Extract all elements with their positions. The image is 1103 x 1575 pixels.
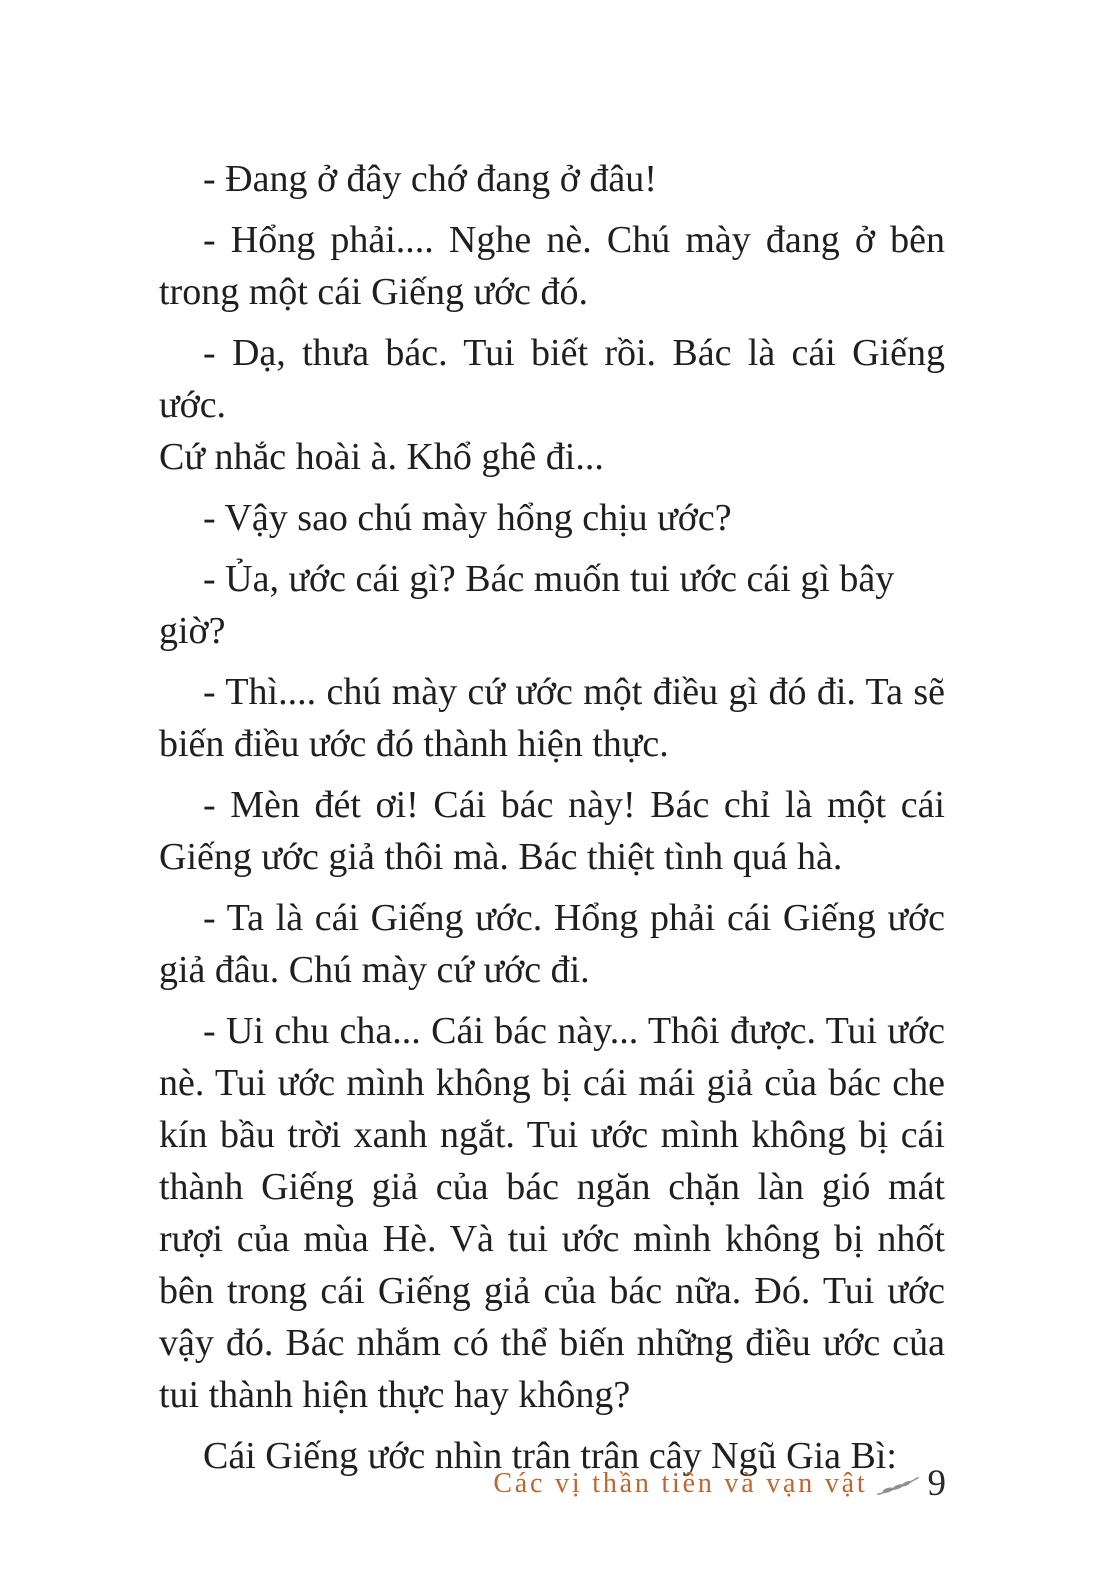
text-line: - Thì.... chú mày cứ ước một điều gì đó đi. Ta sẽ [203, 671, 945, 713]
text-line: - Dạ, thưa bác. Tui biết rồi. Bác là cái Giếng ước. [159, 332, 945, 426]
text-line: kín bầu trời xanh ngắt. Tui ước mình không bị cái [159, 1114, 945, 1156]
text-line: tui thành hiện thực hay không? [159, 1374, 631, 1416]
page-number: 9 [927, 1463, 946, 1504]
running-footer-book-title: Các vị thần tiên và vạn vật [493, 1468, 868, 1499]
paragraph [159, 492, 945, 544]
story-text [159, 153, 945, 1482]
text-line: - Ta là cái Giếng ước. Hổng phải cái Giếng ước [203, 897, 945, 939]
paragraph [159, 892, 945, 996]
text-line: - Vậy sao chú mày hổng chịu ước? [203, 497, 732, 539]
paragraph [159, 666, 945, 770]
text-line: nè. Tui ước mình không bị cái mái giả của bác che [159, 1062, 945, 1104]
paragraph [159, 1005, 945, 1421]
text-line: giả đâu. Chú mày cứ ước đi. [159, 949, 590, 991]
text-line: Cứ nhắc hoài à. Khổ ghê đi... [159, 436, 604, 478]
text-line: - Hổng phải.... Nghe nè. Chú mày đang ở bên [203, 219, 945, 261]
text-line: Giếng ước giả thôi mà. Bác thiệt tình quá hà. [159, 836, 843, 878]
text-line: Cái Giếng ước nhìn trân trân cây Ngũ Gia Bì: [203, 1435, 897, 1477]
page-footer [493, 1460, 946, 1508]
paragraph [159, 153, 945, 205]
text-line: bên trong cái Giếng giả của bác nữa. Đó. Tui ước [159, 1270, 945, 1312]
branch-ornament-icon [876, 1473, 920, 1499]
text-line: thành Giếng giả của bác ngăn chặn làn gió mát [159, 1166, 945, 1208]
text-line: biến điều ước đó thành hiện thực. [159, 723, 669, 765]
text-line: - Ủa, ước cái gì? Bác muốn tui ước cái gì bây giờ? [159, 558, 895, 652]
paragraph [159, 553, 945, 657]
text-line: - Mèn đét ơi! Cái bác này! Bác chỉ là một cái [203, 784, 945, 826]
paragraph [159, 327, 945, 483]
text-line: - Đang ở đây chớ đang ở đâu! [203, 158, 657, 200]
paragraph [159, 214, 945, 318]
text-line: rượi của mùa Hè. Và tui ước mình không bị nhốt [159, 1218, 945, 1260]
text-line: - Ui chu cha... Cái bác này... Thôi được. Tui ước [203, 1010, 945, 1052]
text-line: trong một cái Giếng ước đó. [159, 271, 589, 313]
paragraph [159, 779, 945, 883]
text-line: vậy đó. Bác nhắm có thể biến những điều ước của [159, 1322, 945, 1364]
